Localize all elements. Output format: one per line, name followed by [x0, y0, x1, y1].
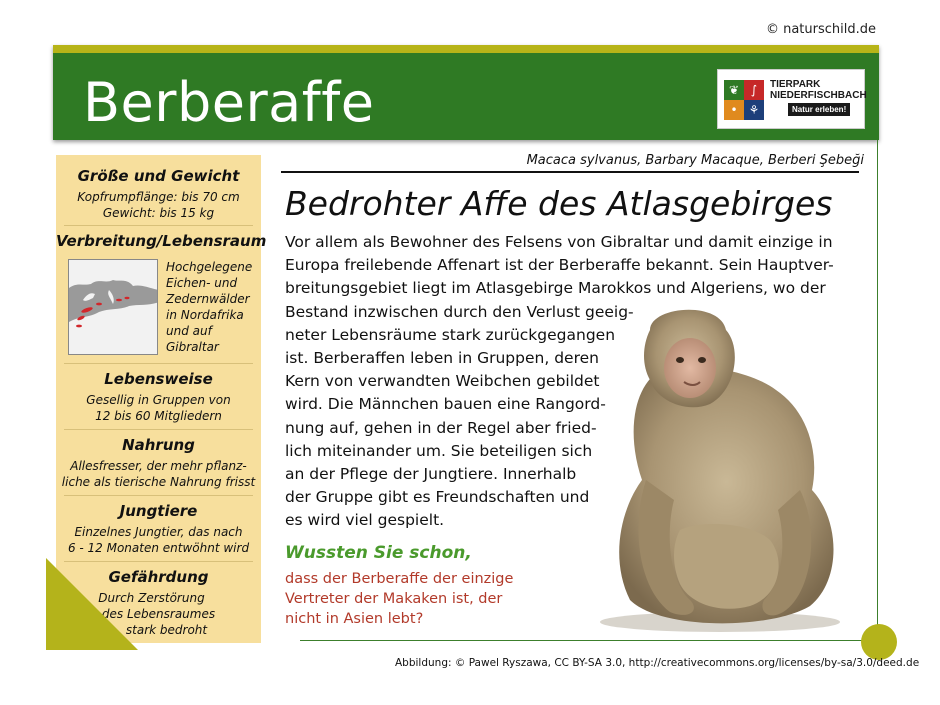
logo-line-2: NIEDERFISCHBACH [770, 90, 867, 101]
did-line: dass der Berberaffe der einzige [285, 571, 514, 587]
logo-text [770, 79, 867, 101]
plant-icon: ⚘ [744, 100, 764, 120]
did-you-know-heading: Wussten Sie schon, [285, 543, 472, 563]
body-line: wird. Die Männchen bauen eine Rangord- [285, 395, 606, 414]
divider [64, 495, 253, 496]
did-line: Vertreter der Makaken ist, der [285, 591, 503, 607]
image-credit: Abbildung: © Pawel Ryszawa, CC BY-SA 3.0, http://creativecommons.org/licenses/by-sa/3.0/deed.de [395, 657, 920, 669]
life-line: 12 bis 60 Mitgliedern [95, 409, 222, 423]
life-section [56, 370, 261, 424]
divider [64, 429, 253, 430]
threat-line: stark bedroht [125, 623, 208, 637]
threat-heading: Gefährdung [108, 568, 209, 586]
title-banner [53, 45, 879, 140]
header-rule [281, 171, 859, 173]
weight-line: Gewicht: bis 15 kg [102, 206, 215, 220]
body-line: breitungsgebiet liegt im Atlasgebirge Marokkos und Algeriens, wo der [285, 279, 826, 298]
body-line: Bestand inzwischen durch den Verlust geeig- [285, 302, 634, 321]
scientific-names: Macaca sylvanus, Barbary Macaque, Berberi Şebeği [526, 153, 864, 168]
range-section [56, 232, 267, 250]
body-line: Kern von verwandten Weibchen gebildet [285, 372, 600, 391]
logo-tiles [724, 80, 764, 120]
size-section [56, 167, 261, 221]
corner-triangle [46, 558, 138, 650]
body-line: der Gruppe gibt es Freundschaften und [285, 488, 590, 507]
size-heading: Größe und Gewicht [77, 167, 240, 185]
size-line: Kopfrumpflänge: bis 70 cm [77, 190, 240, 204]
range-map-graphic [69, 260, 158, 355]
feather-icon: ∫ [744, 80, 764, 100]
logo-tagline: Natur erleben! [788, 103, 850, 116]
copyright-note: © naturschild.de [765, 22, 876, 37]
threat-line: des Lebensraumes [101, 607, 216, 621]
headline: Bedrohter Affe des Atlasgebirges [285, 184, 833, 223]
body-line: es wird viel gespielt. [285, 511, 445, 530]
range-heading: Verbreitung/Lebensraum [56, 232, 267, 250]
did-line: nicht in Asien lebt? [285, 611, 424, 627]
divider [64, 363, 253, 364]
body-line: an der Pflege der Jungtiere. Innerhalb [285, 465, 577, 484]
range-line: Eichen- und [166, 276, 238, 290]
food-heading: Nahrung [122, 436, 195, 454]
range-line: und auf [166, 324, 212, 338]
body-line: neter Lebensräume stark zurückgegangen [285, 325, 616, 344]
range-line: Zedernwälder [166, 292, 250, 306]
range-line: Hochgelegene [166, 260, 253, 274]
logo-line-1: TIERPARK [770, 79, 821, 90]
food-text [56, 458, 261, 490]
size-text [56, 189, 261, 221]
leaf-icon: ❦ [724, 80, 744, 100]
food-line: Allesfresser, der mehr pflanz- [70, 459, 247, 473]
young-line: Einzelnes Jungtier, das nach [74, 525, 243, 539]
food-line: liche als tierische Nahrung frisst [61, 475, 256, 489]
young-line: 6 - 12 Monaten entwöhnt wird [67, 541, 250, 555]
life-text [56, 392, 261, 424]
young-text [56, 524, 261, 556]
body-line: Vor allem als Bewohner des Felsens von Gibraltar und damit einzige in [285, 233, 833, 251]
barbary-macaque-image [550, 300, 850, 640]
paw-icon: • [724, 100, 744, 120]
young-section [56, 502, 261, 556]
page-title: Berberaffe [83, 71, 375, 134]
frame-line-vertical [877, 140, 878, 640]
range-map [68, 259, 158, 355]
young-heading: Jungtiere [119, 502, 198, 520]
divider [64, 225, 253, 226]
body-line: nung auf, gehen in der Regel aber fried- [285, 418, 597, 437]
frame-line-horizontal [300, 640, 868, 641]
range-text [166, 259, 252, 355]
body-line: lich miteinander um. Sie beteiligen sich [285, 441, 593, 460]
food-section [56, 436, 261, 490]
range-line: in Nordafrika [166, 308, 244, 322]
threat-line: Durch Zerstörung [98, 591, 205, 605]
body-line: Europa freilebende Affenart ist der Berberaffe bekannt. Sein Hauptver- [285, 256, 834, 275]
tierpark-logo[interactable] [717, 69, 865, 129]
body-line: ist. Berberaffen leben in Gruppen, deren [285, 349, 599, 368]
life-line: Gesellig in Gruppen von [86, 393, 231, 407]
life-heading: Lebensweise [104, 370, 213, 388]
corner-dot [861, 624, 897, 660]
range-line: Gibraltar [166, 340, 219, 354]
did-you-know-text [285, 569, 513, 629]
